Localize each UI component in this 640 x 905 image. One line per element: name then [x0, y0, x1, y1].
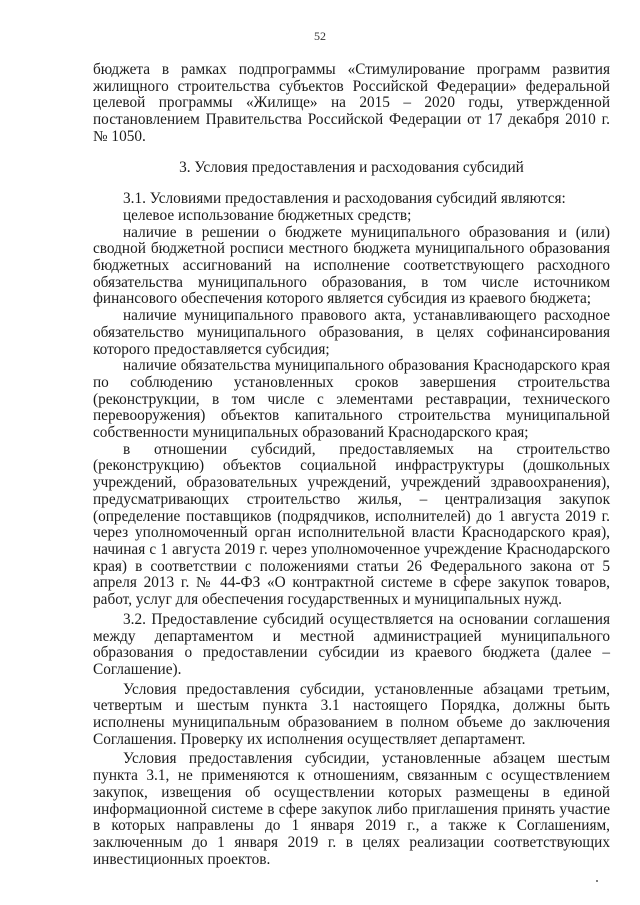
- paragraph-conditions-exceptions: Условия предоставления субсидии, установленные абзацем шестым пункта 3.1, не применяются к отношениям, связанным с осуществлением закупок, извещения об осуществлении которых размещены в единой информационной системе в сфере закупок либо приглашения принять участие в которых направлены до 1 января 2019 г., а также к Соглашениям, заключенным до 1 января 2019 г. в целях реализации соответствующих инвестиционных проектов.: [93, 750, 610, 868]
- paragraph-3-2: 3.2. Предоставление субсидий осуществляется на основании соглашения между департаментом и местной администрацией муниципального образования о предоставлении субсидии из краевого бюджета (далее – Соглашение).: [93, 610, 610, 678]
- condition-legal-act: наличие муниципального правового акта, устанавливающего расходное обязательство муниципального образования, в целях софинансирования которого предоставляется субсидия;: [93, 307, 610, 358]
- section-heading: 3. Условия предоставления и расходования субсидий: [179, 158, 524, 176]
- condition-targeted-use: целевое использование бюджетных средств;: [123, 206, 412, 224]
- condition-construction-deadlines: наличие обязательства муниципального образования Краснодарского края по соблюдению установленных сроков завершения строительства (реконструкции, в том числе с элементами реставрации, технического перевооружения) объектов капитального строительства муниципальной собственности муниципальных образований Краснодарского края;: [93, 357, 610, 442]
- condition-budget-allocations: наличие в решении о бюджете муниципального образования и (или) сводной бюджетной росписи местного бюджета муниципального образования бюджетных ассигнований на исполнение соответствующего расходного обязательства муниципального образования, в том числе источником финансового обеспечения которого является субсидия из краевого бюджета;: [93, 223, 610, 308]
- continuation-paragraph: бюджета в рамках подпрограммы «Стимулирование программ развития жилищного строительства субъектов Российской Федерации» федеральной целевой программы «Жилище» на 2015 – 2020 годы, утвержденной постановлением Правительства Российской Федерации от 17 декабря 2010 г. № 1050.: [93, 61, 610, 145]
- condition-centralized-procurement: в отношении субсидий, предоставляемых на строительство (реконструкцию) объектов социальной инфраструктуры (дошкольных учреждений, образовательных учреждений, учреждений здравоохранения), предусматривающих строительство жилья, – централизация закупок (определение поставщиков (подрядчиков, исполнителей) до 1 августа 2019 г. через уполномоченный орган исполнительной власти Краснодарского края), начиная с 1 августа 2019 г. через уполномоченное учреждение Краснодарского края) в соответствии с положениями статьи 26 Федерального закона от 5 апреля 2013 г. № 44-ФЗ «О контрактной системе в сфере закупок товаров, работ, услуг для обеспечения государственных и муниципальных нужд.: [93, 440, 610, 609]
- paragraph-3-1-intro: 3.1. Условиями предоставления и расходования субсидий являются:: [123, 190, 566, 208]
- paragraph-conditions-fulfilment: Условия предоставления субсидии, установленные абзацами третьим, четвертым и шестым пункта 3.1 настоящего Порядка, должны быть исполнены муниципальным образованием в полном объеме до заключения Соглашения. Проверку их исполнения осуществляет департамент.: [93, 680, 610, 748]
- page-number: 52: [314, 29, 326, 43]
- document-body: [93, 62, 610, 868]
- scan-speck: [596, 880, 598, 882]
